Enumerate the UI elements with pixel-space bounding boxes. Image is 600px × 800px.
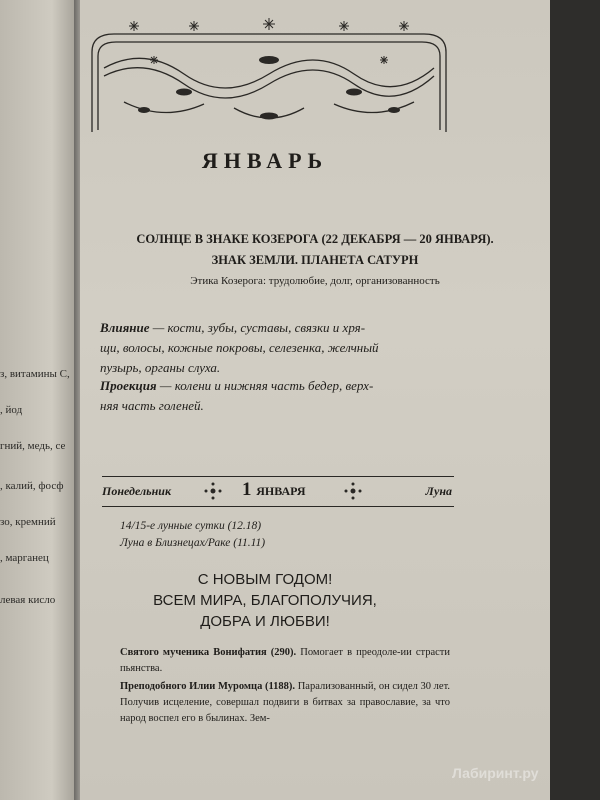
ornament-flourish-icon <box>342 482 364 500</box>
zodiac-element-line: ЗНАК ЗЕМЛИ. ПЛАНЕТА САТУРН <box>211 253 419 267</box>
greeting-line: ВСЕМ МИРА, БЛАГОПОЛУЧИЯ, <box>153 592 377 609</box>
influence-text-line: — кости, зубы, суставы, связки и хря- <box>149 320 366 335</box>
zodiac-ethics-line: Этика Козерога: трудолюбие, долг, организованность <box>190 275 440 287</box>
left-page-fragment: гний, медь, се <box>0 440 66 452</box>
day-date <box>242 479 306 501</box>
left-page-fragment: левая кисло <box>0 594 56 606</box>
projection-paragraph <box>100 376 450 416</box>
left-page-fragment: зо, кремний <box>0 516 56 528</box>
influence-text-line: щи, волосы, кожные покровы, селезенка, желчный <box>100 340 379 355</box>
lunar-sign-line: Луна в Близнецах/Раке (11.11) <box>120 537 266 549</box>
left-page-fragment: , марганец <box>0 552 49 564</box>
influence-label: Влияние <box>100 320 150 335</box>
saint-entry <box>120 679 450 727</box>
day-number: 1 <box>242 479 252 500</box>
influence-text-line: пузырь, органы слуха. <box>100 360 221 375</box>
lunar-day-line: 14/15-е лунные сутки (12.18) <box>120 520 262 532</box>
watermark: Лабиринт.ру <box>452 765 539 781</box>
influence-paragraph <box>100 318 450 378</box>
left-page-fragment: , калий, фосф <box>0 480 64 492</box>
greeting-line: С НОВЫМ ГОДОМ! <box>197 571 333 588</box>
day-month: ЯНВАРЯ <box>256 484 306 498</box>
background-surface <box>550 0 600 800</box>
projection-text-line: — колени и нижняя часть бедер, верх- <box>156 378 374 393</box>
ornament-flourish-icon <box>202 482 224 500</box>
zodiac-sun-line: СОЛНЦЕ В ЗНАКЕ КОЗЕРОГА (22 ДЕКАБРЯ — 20 ЯНВАРЯ). <box>136 232 494 246</box>
left-page-fragment: , йод <box>0 404 23 416</box>
left-page-edge <box>0 0 74 800</box>
folk-ornament-header <box>84 12 454 140</box>
saint-name: Преподобного Илии Муромца (1188). <box>120 681 296 692</box>
moon-label: Луна <box>425 484 452 498</box>
day-top-rule <box>102 476 454 477</box>
calendar-page <box>80 0 550 800</box>
left-page-fragment: з, витамины С, <box>0 368 70 380</box>
saint-description: Помогает в преодоле-ии страсти пьянства. <box>120 647 450 674</box>
saint-description: Парализованный, он сидел 30 лет. Получив исцеление, совершал подвиги в битвах за православие, за что народ воспел его в былинах. Зем- <box>120 681 450 724</box>
projection-text-line: няя часть голеней. <box>100 398 204 413</box>
day-bottom-rule <box>102 506 454 507</box>
day-header <box>102 478 452 504</box>
saint-entry <box>120 645 450 677</box>
month-title: ЯНВАРЬ <box>201 148 329 173</box>
greeting-line: ДОБРА И ЛЮБВИ! <box>200 613 330 630</box>
saint-name: Святого мученика Вонифатия (290). <box>120 647 297 658</box>
weekday-label: Понедельник <box>102 484 172 498</box>
projection-label: Проекция <box>100 378 157 393</box>
